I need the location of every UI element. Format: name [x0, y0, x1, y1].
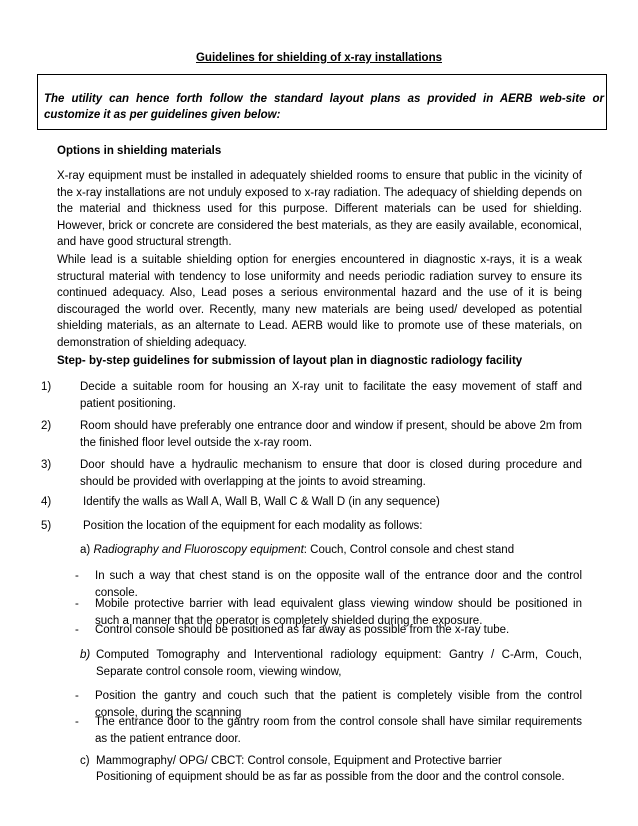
list-item: Decide a suitable room for housing an X-ray unit to facilitate the easy movement of staff and patient positioning. [80, 381, 582, 410]
intro-box [37, 74, 607, 130]
paragraph-lead: While lead is a suitable shielding option for energies encountered in diagnostic x-rays, it is a weak structural material with tendency to lose uniformity and needs periodic radiation survey to ensure its continued adequacy. Also, Lead poses a serious environmental hazard and the use of it is being discouraged the world over. Recently, many new materials are being used/ developed as potential shielding materials, as an alternate to Lead. AERB would like to promote use of these materials, on demonstration of shielding adequacy. [57, 254, 582, 349]
section-heading-shielding-materials: Options in shielding materials [57, 145, 222, 157]
bullet-dash: - [75, 598, 79, 610]
bullet-dash: - [75, 716, 79, 728]
item-number: 3) [41, 459, 52, 471]
bullet-item: Control console should be positioned as far away as possible from the x-ray tube. [95, 624, 510, 636]
sub-item-italic-title: Radiography and Fluoroscopy equipment [93, 544, 304, 556]
sub-item-rest: : Couch, Control console and chest stand [303, 544, 515, 556]
bullet-item: The entrance door to the gantry room from the control console shall have similar requirements as the patient entrance door. [95, 716, 582, 745]
bullet-dash: - [75, 570, 79, 582]
bullet-item: In such a way that chest stand is on the opposite wall of the entrance door and the control console. [95, 570, 582, 599]
item-number: 2) [41, 420, 52, 432]
bullet-item: Mobile protective barrier with lead equivalent glass viewing window should be positioned in such a manner that the operator is completely shielded during the exposure. [95, 598, 582, 627]
sub-item-label: a) [80, 544, 91, 556]
item-number: 1) [41, 381, 52, 393]
bullet-dash: - [75, 624, 79, 636]
page-title: Guidelines for shielding of x-ray installations [195, 52, 442, 64]
list-item: Position the location of the equipment for each modality as follows: [83, 520, 423, 532]
list-item: Room should have preferably one entrance door and window if present, should be above 2m from the finished floor level outside the x-ray room. [80, 420, 582, 449]
item-number: 4) [41, 496, 52, 508]
bullet-item: Position the gantry and couch such that the patient is completely visible from the control console, during the scanning [95, 690, 582, 719]
sub-item-label: b) [80, 649, 91, 661]
item-number: 5) [41, 520, 52, 532]
section-heading-step-by-step: Step- by-step guidelines for submission of layout plan in diagnostic radiology facility [57, 355, 523, 367]
list-item: Identify the walls as Wall A, Wall B, Wall C & Wall D (in any sequence) [83, 496, 440, 508]
bullet-dash: - [75, 690, 79, 702]
sub-item-a [80, 542, 582, 559]
paragraph-shielding-materials: X-ray equipment must be installed in adequately shielded rooms to ensure that public in the vicinity of the x-ray installations are not unduly exposed to x-ray radiation. The adequacy of shielding depends on the material and thickness used for this purpose. Different materials can be used for shielding. However, brick or concrete are considered the best materials, as they are easily available, economical, and have good structural strength. [57, 170, 582, 249]
intro-text: The utility can hence forth follow the standard layout plans as provided in AERB web-site or customize it as per guidelines given below: [44, 93, 604, 121]
sub-item-c-line2: Positioning of equipment should be as far as possible from the door and the control console. [96, 771, 565, 783]
list-item: Door should have a hydraulic mechanism to ensure that door is closed during procedure and should be provided with overlapping at the joints to avoid streaming. [80, 459, 582, 488]
sub-item-label: c) [80, 755, 90, 767]
sub-item-b: Computed Tomography and Interventional radiology equipment: Gantry / C-Arm, Couch, Separate control console room, viewing window, [96, 649, 582, 678]
sub-item-c-line1: Mammography/ OPG/ CBCT: Control console, Equipment and Protective barrier [96, 755, 502, 767]
